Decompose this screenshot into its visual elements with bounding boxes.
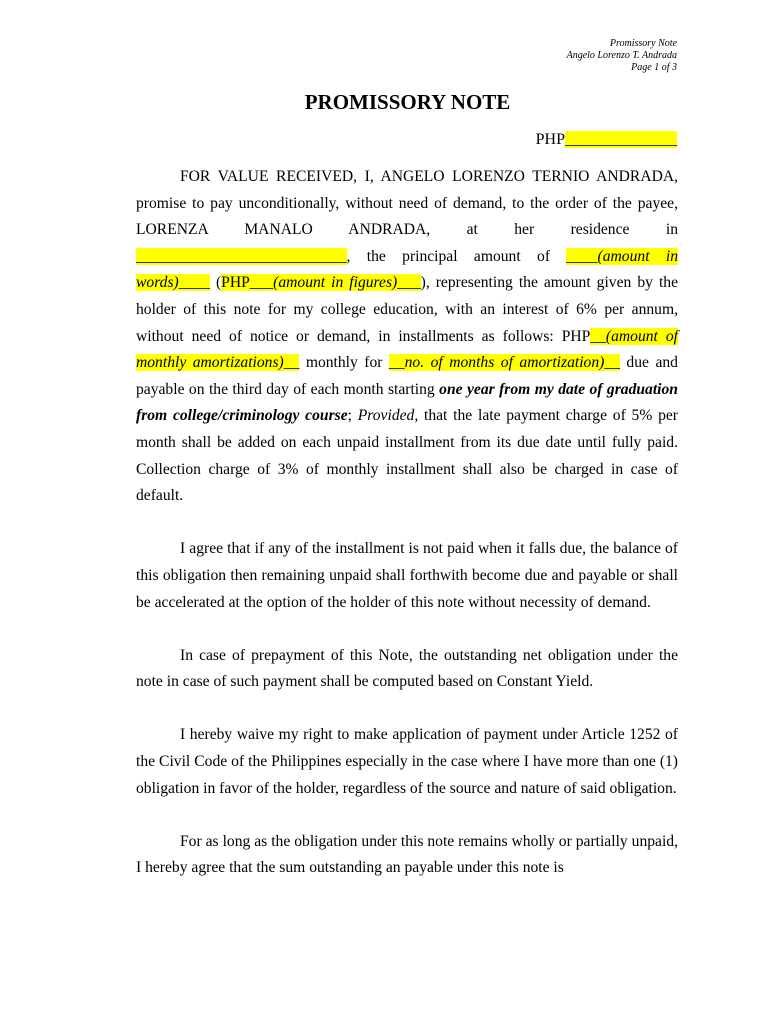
residence-blank: ___________________________ [136, 247, 347, 265]
document-body [136, 164, 678, 882]
p1-text-6: due and payable on the third day of each month starting [136, 354, 678, 398]
words-underscore-pre: ____ [566, 247, 598, 265]
paragraph-spacer [136, 696, 678, 723]
amount-in-figures-label: (amount in figures) [273, 274, 398, 292]
start-date-clause: one year from my date of graduation from college/criminology course [136, 380, 678, 425]
header-doc-name: Promissory Note [609, 38, 677, 49]
p1-text-3: ( [209, 274, 222, 292]
figures-underscore-post: ___ [397, 274, 421, 292]
p1-text-4: ), representing the amount given by the holder of this note for my college education, with an interest of 6% per annum, without need of notice or demand, in installments as follows: PHP [136, 274, 678, 345]
p1-text-2: , the principal amount of [346, 247, 567, 265]
amount-in-words-label: (amount in words) [136, 247, 678, 292]
monthly-underscore-pre: __ [590, 327, 606, 345]
document-title: PROMISSORY NOTE [304, 90, 511, 114]
provided-word: Provided, [357, 407, 419, 425]
months-underscore-post: __ [604, 354, 620, 372]
p1-text-1: FOR VALUE RECEIVED, I, ANGELO LORENZO TERNIO ANDRADA, promise to pay unconditionally, without need of demand, to the order of the payee, LORENZA MANALO ANDRADA, at her residence in [136, 168, 678, 239]
words-underscore-post: ____ [178, 274, 210, 292]
php-amount-blank: ______________ [565, 131, 677, 148]
paragraph-prepayment: In case of prepayment of this Note, the outstanding net obligation under the note in case of such payment shall be computed based on Constant Yield. [136, 646, 678, 691]
php-amount-line [536, 131, 677, 149]
months-underscore-pre: __ [389, 354, 405, 372]
amount-in-figures-blank [221, 274, 420, 291]
paragraph-terms [136, 164, 678, 510]
paragraph-spacer [136, 510, 678, 537]
p1-text-7: ; [347, 407, 358, 425]
paragraph-waiver: I hereby waive my right to make application of payment under Article 1252 of the Civil Code of the Philippines especially in the case where I have more than one (1) obligation in favor of the holder, regardless of the source and nature of said obligation. [136, 726, 678, 797]
p1-text-5: monthly for [299, 354, 389, 372]
monthly-amortization-label: (amount of monthly amortizations) [136, 327, 678, 372]
months-of-amortization-blank [389, 354, 620, 371]
header-page-number: Page 1 of 3 [631, 62, 677, 73]
paragraph-spacer [136, 616, 678, 643]
paragraph-outstanding: For as long as the obligation under this note remains wholly or partially unpaid, I hereby agree that the sum outstanding an payable under this note is [136, 832, 678, 877]
paragraph-spacer [136, 802, 678, 829]
header-author: Angelo Lorenzo T. Andrada [566, 50, 677, 61]
figures-php: PHP [221, 274, 250, 292]
figures-underscore-pre: ___ [249, 274, 274, 292]
months-of-amortization-label: no. of months of amortization) [404, 354, 605, 372]
paragraph-acceleration: I agree that if any of the installment is not paid when it falls due, the balance of this obligation then remaining unpaid shall forthwith become due and payable or shall be accelerated at the option of the holder of this note without necessity of demand. [136, 540, 678, 611]
monthly-underscore-post: __ [283, 354, 300, 372]
p1-text-8: that the late payment charge of 5% per month shall be added on each unpaid installment from its due date until fully paid. Collection charge of 3% of monthly installment shall also be charged in case of default. [136, 407, 679, 505]
php-label: PHP [535, 131, 565, 148]
running-header [567, 38, 677, 74]
